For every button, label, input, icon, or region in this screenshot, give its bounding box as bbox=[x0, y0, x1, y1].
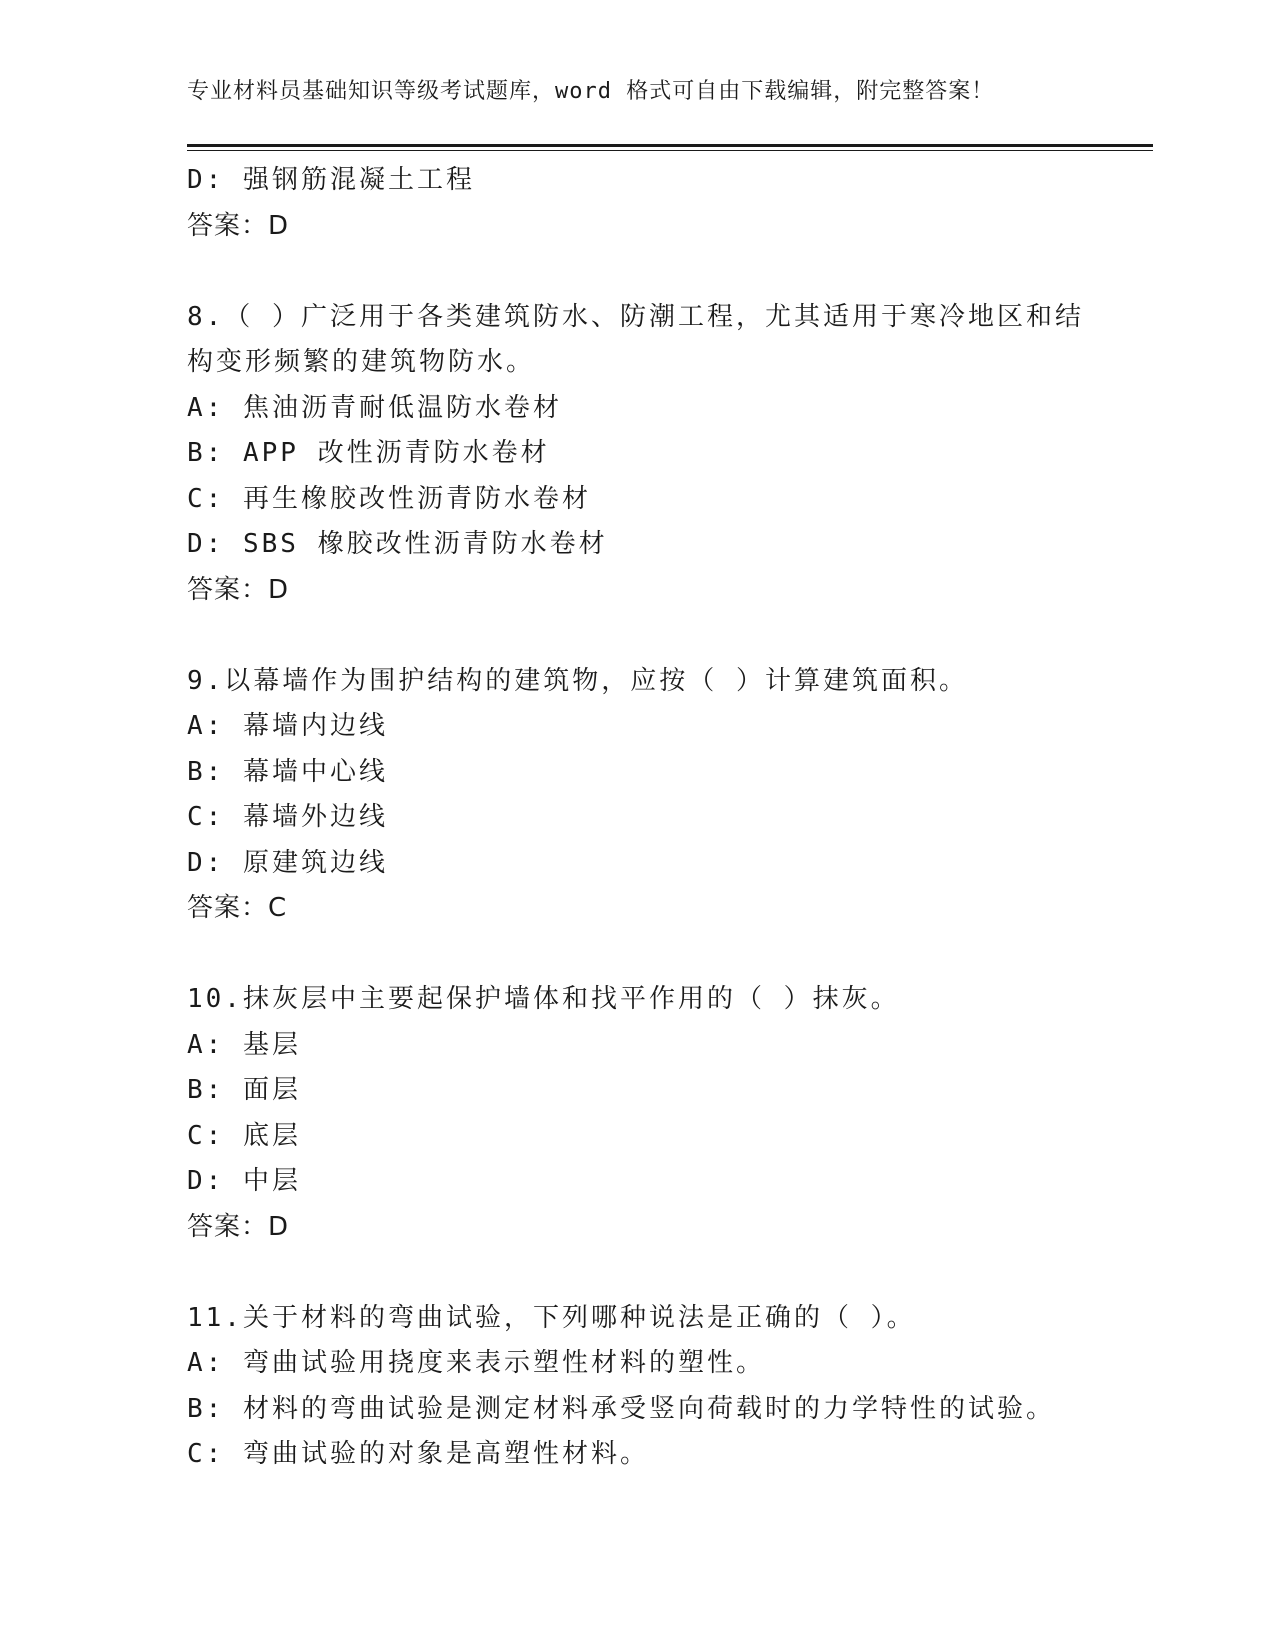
spacer bbox=[187, 1250, 1087, 1296]
prev-option-d: D: 强钢筋混凝土工程 bbox=[187, 165, 475, 195]
q10-stem: 10.抹灰层中主要起保护墙体和找平作用的（ ）抹灰。 bbox=[187, 984, 900, 1014]
q11-stem: 11.关于材料的弯曲试验，下列哪种说法是正确的（ ）。 bbox=[187, 1302, 916, 1333]
q8-answer: 答案：D bbox=[187, 574, 290, 605]
q8-option-b: B: APP 改性沥青防水卷材 bbox=[187, 438, 550, 468]
q10-option-b: B: 面层 bbox=[187, 1075, 301, 1105]
q11-option-a: A: 弯曲试验用挠度来表示塑性材料的塑性。 bbox=[187, 1348, 765, 1378]
q10-option-a: A: 基层 bbox=[187, 1029, 301, 1060]
q9-option-c: C: 幕墙外边线 bbox=[187, 802, 388, 832]
q8-option-c: C: 再生橡胶改性沥青防水卷材 bbox=[187, 483, 591, 514]
q10-answer: 答案：D bbox=[187, 1211, 290, 1242]
header-rule-thick bbox=[187, 144, 1153, 147]
spacer bbox=[187, 249, 1087, 295]
q8-option-d: D: SBS 橡胶改性沥青防水卷材 bbox=[187, 529, 608, 559]
q9-answer: 答案：C bbox=[187, 893, 288, 923]
q9-stem: 9.以幕墙作为围护结构的建筑物，应按（ ）计算建筑面积。 bbox=[187, 665, 968, 696]
page-header: 专业材料员基础知识等级考试题库，word 格式可自由下载编辑，附完整答案！ bbox=[187, 79, 995, 104]
question-content bbox=[187, 158, 1087, 1478]
q9-option-d: D: 原建筑边线 bbox=[187, 847, 388, 878]
q9-option-a: A: 幕墙内边线 bbox=[187, 711, 388, 741]
spacer bbox=[187, 932, 1087, 978]
q10-option-c: C: 底层 bbox=[187, 1120, 301, 1151]
q10-option-d: D: 中层 bbox=[187, 1166, 301, 1196]
q8-stem-line1: 8.（ ）广泛用于各类建筑防水、防潮工程，尤其适用于寒冷地区和结 bbox=[187, 301, 1084, 332]
spacer bbox=[187, 613, 1087, 659]
prev-answer: 答案：D bbox=[187, 210, 290, 241]
q11-option-b: B: 材料的弯曲试验是测定材料承受竖向荷载时的力学特性的试验。 bbox=[187, 1393, 1055, 1424]
q8-option-a: A: 焦油沥青耐低温防水卷材 bbox=[187, 392, 562, 423]
q11-option-c: C: 弯曲试验的对象是高塑性材料。 bbox=[187, 1439, 649, 1469]
q9-option-b: B: 幕墙中心线 bbox=[187, 756, 388, 787]
q8-stem-line2: 构变形频繁的建筑物防水。 bbox=[187, 347, 536, 377]
header-rule-thin bbox=[187, 150, 1153, 151]
